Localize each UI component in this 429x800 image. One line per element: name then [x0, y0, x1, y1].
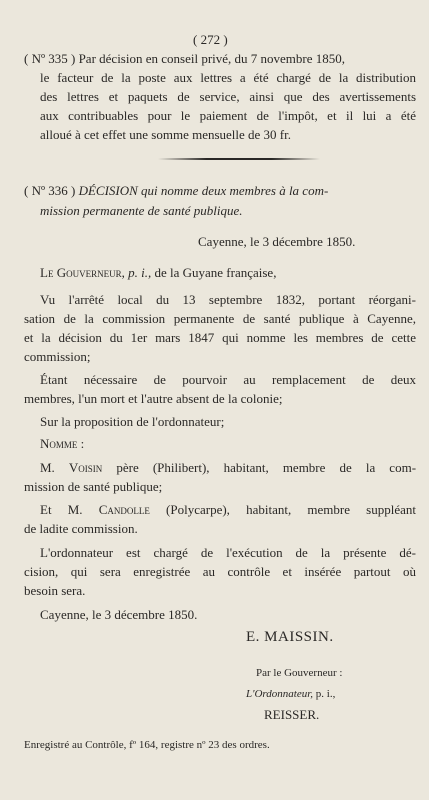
notice-335-line-0: Par décision en conseil privé, du 7 novembre 1850, — [78, 51, 346, 66]
consideration-1-line-1: membres, l'un mort et l'autre absent de la colonie; — [24, 391, 283, 406]
appointment-0-prefix: M. — [40, 460, 55, 475]
ordonnateur-line — [246, 688, 335, 700]
notice-335-first-line — [24, 52, 416, 65]
closing-date: Cayenne, le 3 décembre 1850. — [40, 607, 198, 622]
decision-title-line-1 — [24, 184, 416, 197]
countersign: REISSER. — [264, 707, 320, 722]
consideration-0-line-1: sation de la commission permanente de santé publique à Cayenne, — [24, 311, 416, 326]
consideration-0-line-2: et la décision du 1er mars 1847 qui nomme les membres de cette — [24, 330, 416, 345]
section-divider — [158, 158, 320, 160]
opening-title: Le Gouverneur, — [40, 265, 125, 280]
opening-abbr: p. i., — [128, 265, 152, 280]
execution-line-1: cision, qui sera enregistrée au contrôle et insérée partout où — [24, 564, 416, 579]
consideration-2-line-0: Sur la proposition de l'ordonnateur; — [40, 414, 225, 429]
opening-rest: de la Guyane française, — [154, 265, 277, 280]
decision-number: ( Nº 336 ) — [24, 183, 76, 198]
appointment-1-prefix: Et M. — [40, 502, 83, 517]
nomme-heading: Nomme : — [40, 436, 85, 451]
notice-335-line-1: le facteur de la poste aux lettres a été chargé de la distribution — [40, 70, 416, 85]
notice-335-line-4: alloué à cet effet une somme mensuelle de 30 fr. — [40, 127, 291, 142]
notice-335-line-3: aux contribuables pour le paiement de l'impôt, et il lui a été — [40, 108, 416, 123]
appointment-0-name: Voisin — [68, 460, 103, 475]
place-date: Cayenne, le 3 décembre 1850. — [198, 234, 356, 249]
ordonnateur-abbr: p. i., — [315, 688, 336, 700]
consideration-0-line-0: Vu l'arrêté local du 13 septembre 1832, portant réorgani- — [40, 292, 416, 307]
page-number: ( 272 ) — [193, 32, 228, 47]
appointment-1-name: Candolle — [98, 502, 150, 517]
consideration-1-line-0: Étant nécessaire de pourvoir au remplacement de deux — [40, 372, 416, 387]
opening-line — [40, 266, 276, 279]
par-le-gouverneur: Par le Gouverneur : — [256, 667, 343, 679]
decision-title-line-2: mission permanente de santé publique. — [40, 203, 243, 218]
appointment-0-line-2: mission de santé publique; — [24, 479, 163, 494]
appointment-0-rest: père (Philibert), habitant, membre de la com- — [116, 460, 417, 475]
signatory: E. MAISSIN. — [246, 629, 334, 645]
execution-line-0: L'ordonnateur est chargé de l'exécution de la présente dé- — [40, 545, 416, 560]
decision-title-rest: qui nomme deux membres à la com- — [141, 183, 329, 198]
notice-335-line-2: des lettres et paquets de service, ainsi que des avertissements — [40, 89, 416, 104]
appointment-1-line-2: de ladite commission. — [24, 521, 138, 536]
appointment-1-rest: (Polycarpe), habitant, membre suppléant — [166, 502, 416, 517]
ordonnateur-title: L'Ordonnateur, — [246, 688, 314, 700]
appointment-0-line-1 — [40, 461, 416, 474]
execution-line-2: besoin sera. — [24, 583, 86, 598]
registration-note: Enregistré au Contrôle, fº 164, registre nº 23 des ordres. — [24, 739, 270, 751]
notice-335-number: ( Nº 335 ) — [24, 51, 76, 66]
consideration-0-line-3: commission; — [24, 349, 91, 364]
appointment-1-line-1 — [40, 503, 416, 516]
decision-title-word: DÉCISION — [78, 183, 138, 198]
